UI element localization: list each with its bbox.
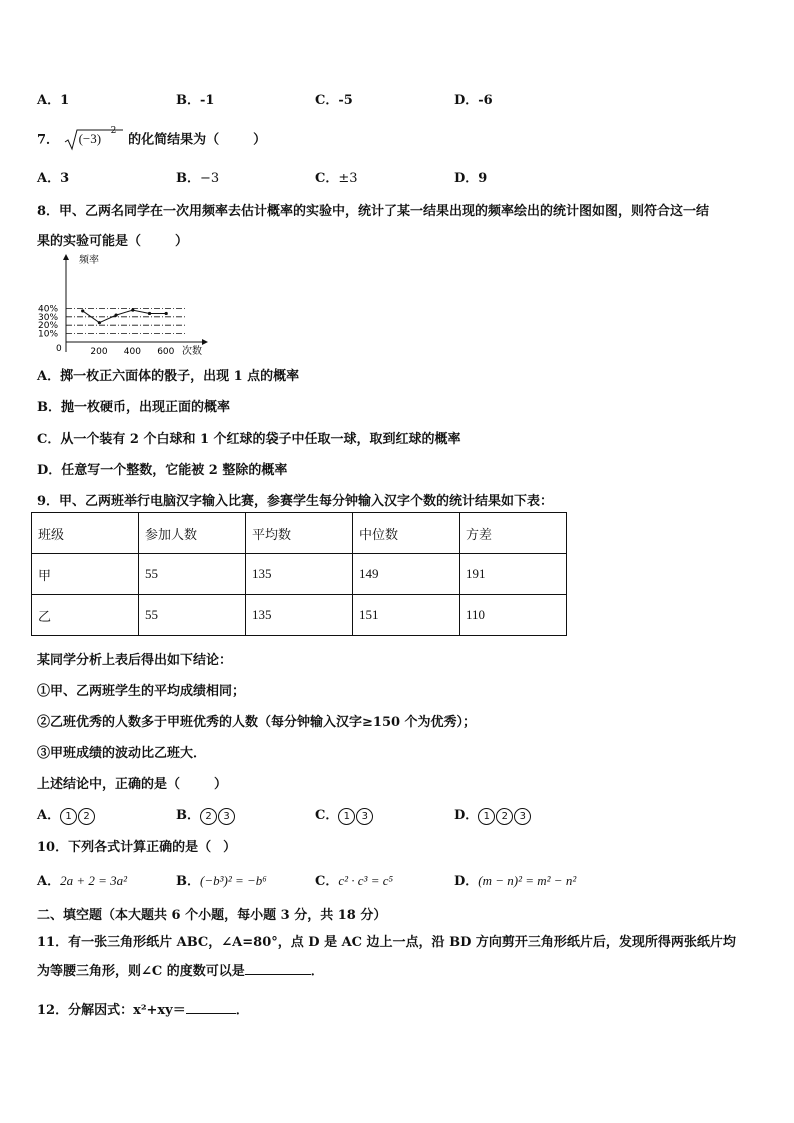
table-cell: 55 [139,554,246,595]
q6-option-c: C．-5 [315,93,353,108]
y-axis-label: 频率 [79,255,99,266]
table-cell: 149 [353,554,460,595]
q8-stem-line1: 8．甲、乙两名同学在一次用频率去估计概率的实验中，统计了某一结果出现的频率绘出的统计图如图，则符合这一结 [37,204,710,219]
table-cell: 135 [246,554,353,595]
q9-option-d: D． 1 2 3 [454,804,532,825]
table-header-cell: 方差 [460,513,567,554]
table-header-cell: 班级 [32,513,139,554]
q9-conclusion-3: ③甲班成绩的波动比乙班大． [37,746,207,761]
y-tick-label: 20% [38,321,59,332]
x-tick-label: 600 [157,347,175,357]
q6-option-d: D．-6 [454,93,493,108]
frequency-series-line [83,310,167,323]
table-cell: 191 [460,554,567,595]
table-cell: 110 [460,595,567,636]
data-point [98,321,101,324]
q9-intro: 某同学分析上表后得出如下结论： [37,653,233,668]
origin-label: 0 [56,344,62,354]
data-point [81,309,84,312]
sqrt-expression: (−3) 2 [64,128,124,152]
q7-stem: 7． (−3) 2 的化简结果为（ ） [37,128,266,152]
q10-option-d: D．(m − n)² = m² − n² [454,873,577,889]
x-tick-label: 400 [123,347,141,357]
x-axis-arrow-icon [202,339,208,345]
table-header-cell: 中位数 [353,513,460,554]
q8-option-d: D．任意写一个整数，它能被 2 整除的概率 [37,463,288,478]
q12: 12．分解因式：x²+xy＝ ． [37,1003,249,1018]
q9-option-c: C． 1 3 [315,804,374,825]
q9-conclusion-1: ①甲、乙两班学生的平均成绩相同； [37,684,246,699]
q7-option-d: D．9 [454,171,488,186]
q9-stem: 9．甲、乙两班举行电脑汉字输入比赛，参赛学生每分钟输入汉字个数的统计结果如下表： [37,494,554,509]
q8-option-c: C．从一个装有 2 个白球和 1 个红球的袋子中任取一球，取到红球的概率 [37,432,461,447]
q6-option-b: B．-1 [176,93,215,108]
stats-table [31,512,567,636]
data-point [165,312,168,315]
data-point [131,308,134,311]
data-point [115,314,118,317]
q11-line1: 11．有一张三角形纸片 ABC，∠A=80°，点 D 是 AC 边上一点，沿 BD 方向剪开三角形纸片后，发现所得两张纸片均 [37,935,736,950]
y-tick-label: 40% [38,304,59,315]
q10-option-a: A．2a + 2 = 3a² [37,873,128,889]
y-axis-arrow-icon [63,254,69,260]
x-tick-label: 200 [90,347,108,357]
table-header-row [32,513,567,554]
table-header-cell: 平均数 [246,513,353,554]
q8-option-a: A．掷一枚正六面体的骰子，出现 1 点的概率 [37,369,300,384]
q10-stem: 10．下列各式计算正确的是（ ） [37,840,237,855]
table-cell: 乙 [32,595,139,636]
table-row [32,595,567,636]
q9-conclusion-2: ②乙班优秀的人数多于甲班优秀的人数（每分钟输入汉字≥150 个为优秀）； [37,715,477,730]
q6-option-a: A．1 [37,93,70,108]
q7-option-b: B．−3 [176,171,220,186]
y-tick-label: 10% [38,329,59,340]
data-point [148,312,151,315]
q9-option-b: B． 2 3 [176,804,236,825]
y-tick-label: 30% [38,312,59,323]
table-cell: 135 [246,595,353,636]
q11-line2: 为等腰三角形，则∠C 的度数可以是 ． [37,964,324,979]
q11-answer-blank[interactable] [245,962,311,975]
table-row [32,554,567,595]
table-cell: 55 [139,595,246,636]
q7-option-c: C．±3 [315,171,358,186]
q10-option-c: C．c² · c³ = c⁵ [315,873,394,889]
q7-option-a: A．3 [37,171,70,186]
x-axis-label: 次数 [182,346,202,357]
q9-question: 上述结论中，正确的是（ ） [37,777,228,792]
q9-option-a: A． 1 2 [37,804,96,825]
table-header-cell: 参加人数 [139,513,246,554]
frequency-line-chart [30,252,220,360]
table-cell: 甲 [32,554,139,595]
q8-option-b: B．抛一枚硬币，出现正面的概率 [37,400,230,415]
q12-answer-blank[interactable] [186,1001,236,1014]
table-cell: 151 [353,595,460,636]
q8-stem-line2: 果的实验可能是（ ） [37,234,189,249]
section-2-title: 二、填空题（本大题共 6 个小题，每小题 3 分，共 18 分） [37,908,387,923]
q10-option-b: B．(−b³)² = −b⁶ [176,873,267,889]
